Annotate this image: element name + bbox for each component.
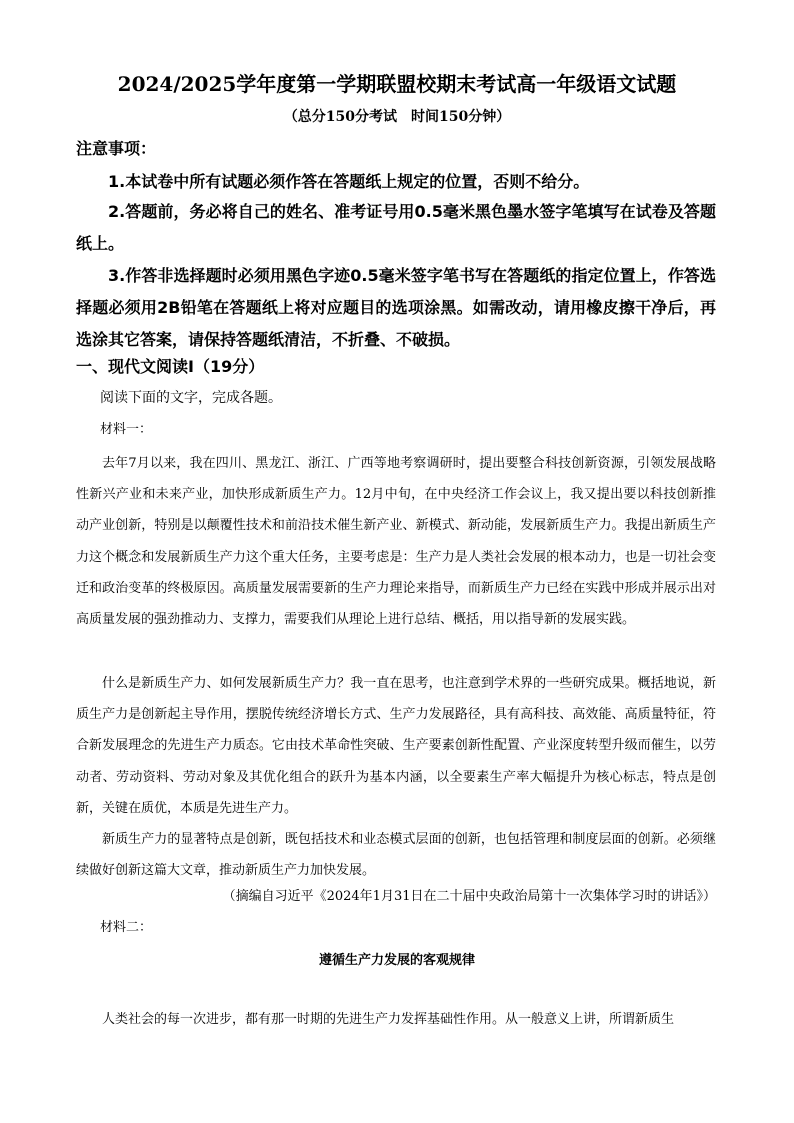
notice-item-2: 2.答题前，务必将自己的姓名、准考证号用0.5毫米黑色墨水签字笔填写在试卷及答题纸上。 (76, 202, 716, 253)
material-2-title: 遵循生产力发展的客观规律 (318, 953, 475, 968)
exam-title: 2024/2025学年度第一学期联盟校期末考试高一年级语文试题 (117, 72, 677, 96)
material-1-source: （摘编自习近平《2024年1月31日在二十届中央政治局第十一次集体学习时的讲话》） (222, 889, 716, 904)
notice-heading: 注意事项： (76, 139, 157, 158)
notice-item-3: 3.作答非选择题时必须用黑色字迹0.5毫米签字笔书写在答题纸的指定位置上，作答选择题必须用2B铅笔在答题纸上将对应题目的选项涂黑。如需改动，请用橡皮擦干净后，再选涂其它答案，请保持答题纸清洁，不折叠、不破损。 (76, 266, 716, 349)
reading-instruction: 阅读下面的文字，完成各题。 (100, 390, 282, 406)
exam-subtitle: （总分150分考试 时间150分钟） (283, 109, 511, 125)
material-1-paragraph-2: 什么是新质生产力、如何发展新质生产力？我一直在思考，也注意到学术界的一些研究成果。概括地说，新质生产力是创新起主导作用，摆脱传统经济增长方式、生产力发展路径，具有高科技、高效能、高质量特征，符合新发展理念的先进生产力质态。它由技术革命性突破、生产要素创新性配置、产业深度转型升级而催生，以劳动者、劳动资料、劳动对象及其优化组合的跃升为基本内涵，以全要素生产率大幅提升为核心标志，特点是创新，关键在质优，本质是先进生产力。 (76, 676, 716, 816)
material-1-label: 材料一： (100, 422, 153, 437)
section-title: 一、现代文阅读Ⅰ（19分） (76, 357, 265, 376)
material-2-label: 材料二： (100, 920, 153, 935)
material-1-paragraph-3: 新质生产力的显著特点是创新，既包括技术和业态模式层面的创新，也包括管理和制度层面的创新。必须继续做好创新这篇大文章，推动新质生产力加快发展。 (76, 832, 716, 879)
notice-item-1: 1.本试卷中所有试题必须作答在答题纸上规定的位置，否则不给分。 (108, 172, 590, 191)
material-1-paragraph-1: 去年7月以来，我在四川、黑龙江、浙江、广西等地考察调研时，提出要整合科技创新资源，引领发展战略性新兴产业和未来产业，加快形成新质生产力。12月中旬，在中央经济工作会议上，我又提出要以科技创新推动产业创新，特别是以颠覆性技术和前沿技术催生新产业、新模式、新动能，发展新质生产力。我提出新质生产力这个概念和发展新质生产力这个重大任务，主要考虑是：生产力是人类社会发展的根本动力，也是一切社会变迁和政治变革的终极原因。高质量发展需要新的生产力理论来指导，而新质生产力已经在实践中形成并展示出对高质量发展的强劲推动力、支撑力，需要我们从理论上进行总结、概括，用以指导新的发展实践。 (76, 456, 716, 628)
material-2-paragraph-1: 人类社会的每一次进步，都有那一时期的先进生产力发挥基础性作用。从一般意义上讲，所谓新质生 (102, 1012, 675, 1027)
